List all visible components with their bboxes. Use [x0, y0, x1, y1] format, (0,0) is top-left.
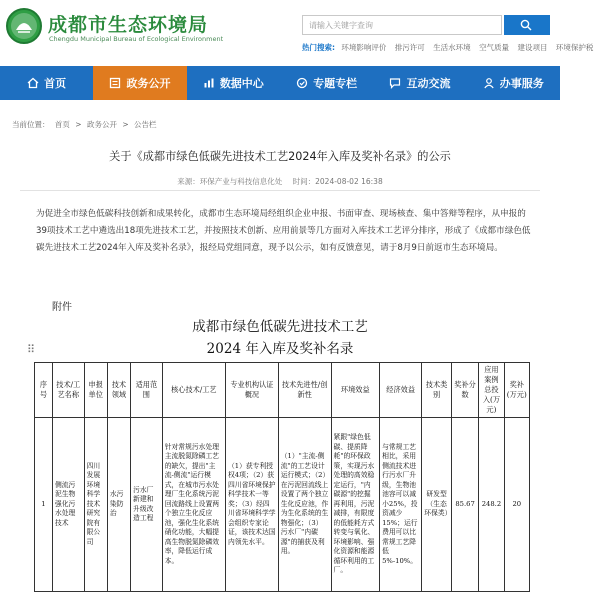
column-header: 奖补分数	[451, 363, 478, 418]
chat-icon	[389, 77, 401, 89]
nav-item-label: 互动交流	[406, 77, 451, 90]
search-icon	[520, 19, 532, 31]
nav-item-label: 首页	[44, 77, 67, 90]
breadcrumb-prefix: 当前位置：	[12, 120, 50, 129]
hot-search-item[interactable]: 建设项目	[517, 43, 548, 52]
breadcrumb-home[interactable]: 首页	[54, 120, 70, 129]
hot-search-item[interactable]: 环境影响评价	[341, 43, 387, 52]
table-header-row	[35, 363, 530, 418]
nav-item-data[interactable]	[187, 66, 280, 100]
nav-item-gov[interactable]	[93, 66, 186, 100]
breadcrumb-separator: >	[75, 120, 82, 129]
table-row	[35, 418, 530, 592]
breadcrumb	[12, 119, 160, 130]
article-date: 时间：2024-08-02 16:38	[292, 177, 383, 186]
cell-innovation: （1）"主流-侧流"的工艺设计运行模式；（2）在污泥回流线上设置了两个独立生化反应池，作为生化系统的生物强化；（3）污水厂"内碳源"的捕获及利用。	[278, 418, 331, 592]
nav-item-label: 政务公开	[126, 77, 171, 90]
cell-name: 侧流污泥生物强化污水处理技术	[52, 418, 84, 592]
divider	[20, 190, 540, 191]
nav-item-home[interactable]	[0, 66, 93, 100]
document-title-line2: 2024 年入库及奖补名录	[206, 341, 354, 357]
site-header	[0, 0, 594, 66]
home-icon	[27, 77, 39, 89]
site-subtitle: Chengdu Municipal Bureau of Ecological Environment	[49, 35, 224, 43]
column-header: 核心技术/工艺	[162, 363, 225, 418]
cell-applicant: 四川发展环境科学技术研究院有限公司	[84, 418, 107, 592]
data-icon	[203, 77, 215, 89]
column-header: 应用案例总投入(万元)	[479, 363, 504, 418]
cell-invest: 248.2	[479, 418, 504, 592]
nav-item-label: 数据中心	[219, 77, 264, 90]
nav-item-topic[interactable]	[280, 66, 373, 100]
breadcrumb-notice[interactable]: 公告栏	[134, 120, 157, 129]
site-logo[interactable]	[6, 8, 42, 44]
article-title: 关于《成都市绿色低碳先进技术工艺2024年入库及奖补名录》的公示	[109, 150, 451, 163]
column-header: 专业机构认证概况	[226, 363, 279, 418]
hot-search-item[interactable]: 生活水环境	[433, 43, 471, 52]
column-header: 奖补(万元)	[504, 363, 529, 418]
service-icon	[483, 77, 495, 89]
hot-search-label: 热门搜索:	[302, 43, 335, 52]
column-header: 适用范围	[131, 363, 163, 418]
nav-item-label: 办事服务	[499, 77, 544, 90]
topic-icon	[296, 77, 308, 89]
column-header: 经济效益	[380, 363, 422, 418]
hot-search-item[interactable]: 环境保护税	[555, 43, 594, 52]
nav-item-label: 专题专栏	[313, 77, 358, 90]
main-nav	[0, 66, 560, 100]
document-title-line1: 成都市绿色低碳先进技术工艺	[192, 319, 368, 335]
article-meta	[0, 176, 560, 187]
hot-search-item[interactable]: 排污许可	[394, 43, 425, 52]
cell-scope: 污水厂新建和升级改造工程	[131, 418, 163, 592]
drag-handle-icon[interactable]: ⠿	[27, 343, 36, 356]
attachment-label: 附件	[52, 302, 72, 313]
nav-item-chat[interactable]	[373, 66, 466, 100]
article-body: 为促进全市绿色低碳科技创新和成果转化，成都市生态环境局经组织企业申报、书面审查、现场核查、集中答辩等程序，从申报的39项技术工艺中遴选出18项先进技术工艺，并按照技术创新、应用前景等几方面对入库技术工艺评分排序，形成了《成都市绿色低碳先进技术工艺2024年入库及奖补名录》，报经局党组同意，现予以公示，如有反馈意见，请于8月9日前返市生态环境局。	[36, 209, 531, 253]
cell-econ: 与常规工艺相比，采用侧流技术进行污水厂升级，生物池池容可以减小25%，投资减少15%；运行费用可以比常规工艺降低5%-10%。	[380, 418, 422, 592]
column-header: 环境效益	[331, 363, 380, 418]
search-button[interactable]	[504, 15, 550, 35]
nav-item-service[interactable]	[467, 66, 560, 100]
search-input[interactable]: 请输入关键字查询	[302, 15, 502, 35]
cell-no: 1	[35, 418, 53, 592]
column-header: 技术/工艺名称	[52, 363, 84, 418]
column-header: 技术先进性/创新性	[278, 363, 331, 418]
cell-score: 85.67	[451, 418, 478, 592]
breadcrumb-separator: >	[122, 120, 129, 129]
cell-cert: （1）获专利授权4项；（2）获四川省环境保护科学技术一等奖；（3）经四川省环境科学学会组织专家论证，该技术达国内领先水平。	[226, 418, 279, 592]
cell-subsidy: 20	[504, 418, 529, 592]
column-header: 技术类别	[422, 363, 452, 418]
column-header: 申报单位	[84, 363, 107, 418]
cell-env: 紧跟"绿色低碳、提质降耗"的环保政策，实现污水处理的高效稳定运行，"内碳源"的挖掘再利用，污泥减排，有限度的低能耗方式转变与氧化、环境影响、强化资源和能源循环利用的工厂。	[331, 418, 380, 592]
article-source: 来源：环保产业与科技信息化处	[177, 177, 283, 186]
hot-search-item[interactable]: 空气质量	[479, 43, 510, 52]
column-header: 序号	[35, 363, 53, 418]
award-table	[34, 362, 530, 592]
gov-icon	[109, 77, 121, 89]
cell-category: 研发型（生态环保类）	[422, 418, 452, 592]
cell-field: 水污染防治	[107, 418, 130, 592]
column-header: 技术领域	[107, 363, 130, 418]
site-title[interactable]: 成都市生态环境局	[48, 14, 209, 36]
cell-core: 针对常规污水处理主流脱氮除磷工艺的缺欠，提出"主流-侧流"运行模式，在城市污水处理厂生化系统污泥回流路线上设置两个独立生化反应池，强化生化系统硝化功能，大幅提高生物脱氮除磷效率，降低运行成本。	[162, 418, 225, 592]
hot-search	[302, 42, 599, 53]
breadcrumb-gov[interactable]: 政务公开	[86, 120, 117, 129]
document-title	[0, 316, 560, 360]
